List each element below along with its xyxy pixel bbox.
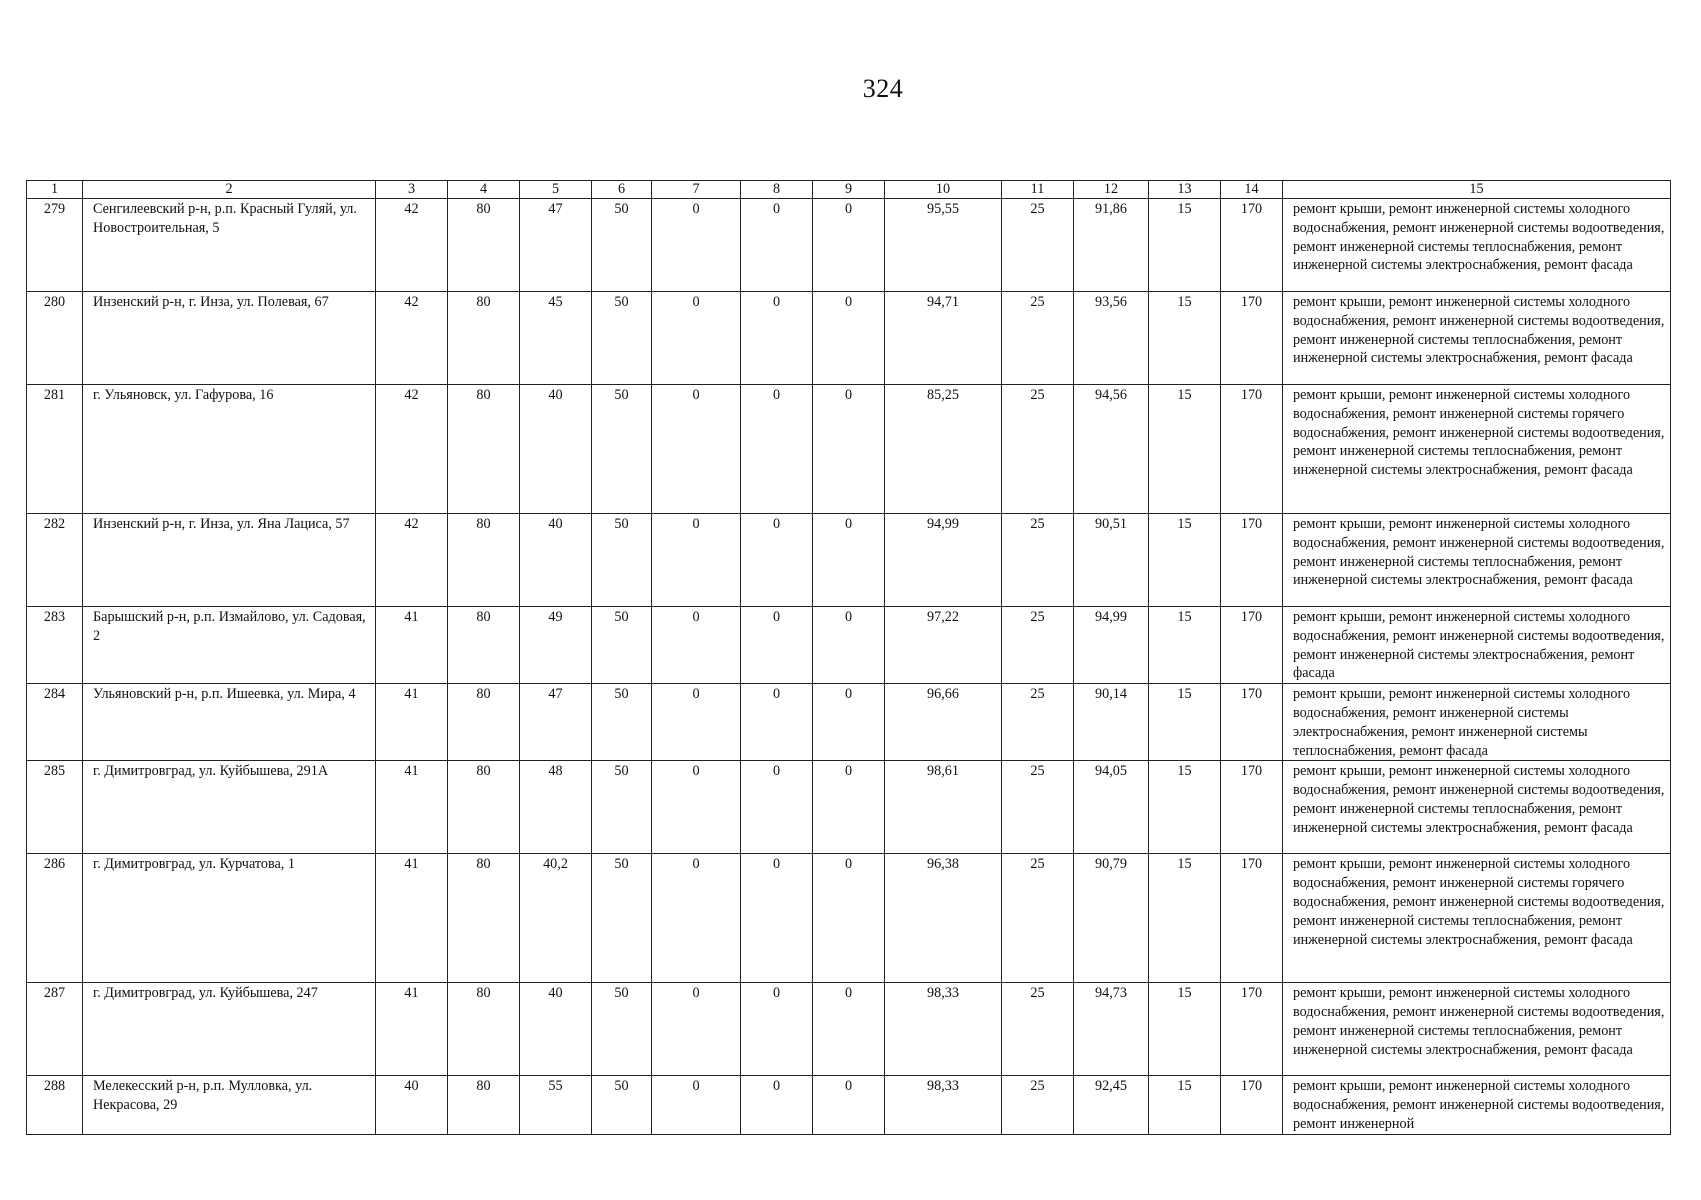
- works-cell: ремонт крыши, ремонт инженерной системы холодного водоснабжения, ремонт инженерной системы горячего водоснабжения, ремонт инженерной системы водоотведения, ремонт инженерной системы теплоснабжения, ремонт инженерной системы электроснабжения, ремонт фасада: [1283, 854, 1671, 983]
- value-cell: 40: [520, 514, 592, 607]
- value-cell: 170: [1221, 761, 1283, 854]
- value-cell: 48: [520, 761, 592, 854]
- value-cell: 80: [448, 854, 520, 983]
- table-row: [27, 854, 1671, 983]
- value-cell: 50: [592, 199, 652, 292]
- value-cell: 94,56: [1074, 385, 1149, 514]
- value-cell: 0: [741, 761, 813, 854]
- address-cell: г. Ульяновск, ул. Гафурова, 16: [83, 385, 376, 514]
- works-cell: ремонт крыши, ремонт инженерной системы холодного водоснабжения, ремонт инженерной системы водоотведения, ремонт инженерной системы теплоснабжения, ремонт инженерной системы электроснабжения, ремонт фасада: [1283, 199, 1671, 292]
- column-header-2: 2: [83, 181, 376, 199]
- value-cell: 0: [813, 684, 885, 761]
- value-cell: 0: [741, 684, 813, 761]
- column-header-10: 10: [885, 181, 1002, 199]
- value-cell: 50: [592, 292, 652, 385]
- value-cell: 0: [652, 761, 741, 854]
- value-cell: 42: [376, 199, 448, 292]
- value-cell: 80: [448, 684, 520, 761]
- data-table: [26, 180, 1671, 1135]
- value-cell: 0: [813, 199, 885, 292]
- address-cell: Ульяновский р-н, р.п. Ишеевка, ул. Мира, 4: [83, 684, 376, 761]
- value-cell: 80: [448, 607, 520, 684]
- value-cell: 15: [1149, 983, 1221, 1076]
- value-cell: 80: [448, 761, 520, 854]
- works-cell: ремонт крыши, ремонт инженерной системы холодного водоснабжения, ремонт инженерной системы водоотведения, ремонт инженерной системы теплоснабжения, ремонт инженерной системы электроснабжения, ремонт фасада: [1283, 292, 1671, 385]
- value-cell: 15: [1149, 292, 1221, 385]
- column-header-1: 1: [27, 181, 83, 199]
- row-number: 285: [27, 761, 83, 854]
- value-cell: 15: [1149, 1076, 1221, 1134]
- works-cell: ремонт крыши, ремонт инженерной системы холодного водоснабжения, ремонт инженерной системы водоотведения, ремонт инженерной системы теплоснабжения, ремонт инженерной системы электроснабжения, ремонт фасада: [1283, 761, 1671, 854]
- value-cell: 0: [652, 292, 741, 385]
- table-row: [27, 292, 1671, 385]
- value-cell: 0: [813, 607, 885, 684]
- value-cell: 15: [1149, 761, 1221, 854]
- value-cell: 0: [652, 1076, 741, 1134]
- value-cell: 0: [813, 514, 885, 607]
- value-cell: 50: [592, 761, 652, 854]
- works-cell: ремонт крыши, ремонт инженерной системы холодного водоснабжения, ремонт инженерной системы водоотведения, ремонт инженерной системы теплоснабжения, ремонт инженерной системы электроснабжения, ремонт фасада: [1283, 983, 1671, 1076]
- value-cell: 170: [1221, 1076, 1283, 1134]
- value-cell: 170: [1221, 292, 1283, 385]
- value-cell: 45: [520, 292, 592, 385]
- value-cell: 50: [592, 514, 652, 607]
- value-cell: 15: [1149, 385, 1221, 514]
- value-cell: 0: [813, 983, 885, 1076]
- value-cell: 94,99: [1074, 607, 1149, 684]
- value-cell: 0: [652, 607, 741, 684]
- value-cell: 98,61: [885, 761, 1002, 854]
- value-cell: 40: [376, 1076, 448, 1134]
- column-header-14: 14: [1221, 181, 1283, 199]
- table-row: [27, 607, 1671, 684]
- page-number: 324: [862, 74, 904, 103]
- value-cell: 170: [1221, 983, 1283, 1076]
- column-header-13: 13: [1149, 181, 1221, 199]
- value-cell: 40: [520, 385, 592, 514]
- address-cell: Барышский р-н, р.п. Измайлово, ул. Садовая, 2: [83, 607, 376, 684]
- row-number: 288: [27, 1076, 83, 1134]
- value-cell: 85,25: [885, 385, 1002, 514]
- value-cell: 42: [376, 514, 448, 607]
- address-cell: г. Димитровград, ул. Куйбышева, 247: [83, 983, 376, 1076]
- address-cell: г. Димитровград, ул. Курчатова, 1: [83, 854, 376, 983]
- value-cell: 15: [1149, 684, 1221, 761]
- column-header-7: 7: [652, 181, 741, 199]
- value-cell: 49: [520, 607, 592, 684]
- value-cell: 0: [741, 854, 813, 983]
- value-cell: 170: [1221, 684, 1283, 761]
- address-cell: Инзенский р-н, г. Инза, ул. Яна Лациса, 57: [83, 514, 376, 607]
- value-cell: 93,56: [1074, 292, 1149, 385]
- column-header-8: 8: [741, 181, 813, 199]
- value-cell: 50: [592, 983, 652, 1076]
- column-header-5: 5: [520, 181, 592, 199]
- header-row: [27, 181, 1671, 199]
- value-cell: 50: [592, 684, 652, 761]
- value-cell: 80: [448, 983, 520, 1076]
- value-cell: 0: [741, 199, 813, 292]
- value-cell: 0: [741, 514, 813, 607]
- value-cell: 25: [1002, 761, 1074, 854]
- value-cell: 40,2: [520, 854, 592, 983]
- table-row: [27, 199, 1671, 292]
- value-cell: 94,71: [885, 292, 1002, 385]
- table-body: [27, 199, 1671, 1135]
- value-cell: 41: [376, 983, 448, 1076]
- value-cell: 0: [813, 292, 885, 385]
- value-cell: 47: [520, 684, 592, 761]
- value-cell: 41: [376, 761, 448, 854]
- value-cell: 80: [448, 385, 520, 514]
- value-cell: 97,22: [885, 607, 1002, 684]
- value-cell: 25: [1002, 983, 1074, 1076]
- value-cell: 0: [813, 1076, 885, 1134]
- value-cell: 0: [652, 854, 741, 983]
- table-row: [27, 514, 1671, 607]
- value-cell: 25: [1002, 1076, 1074, 1134]
- value-cell: 15: [1149, 199, 1221, 292]
- value-cell: 0: [813, 385, 885, 514]
- row-number: 279: [27, 199, 83, 292]
- value-cell: 0: [652, 684, 741, 761]
- value-cell: 42: [376, 385, 448, 514]
- row-number: 283: [27, 607, 83, 684]
- value-cell: 25: [1002, 514, 1074, 607]
- works-cell: ремонт крыши, ремонт инженерной системы холодного водоснабжения, ремонт инженерной системы электроснабжения, ремонт инженерной системы теплоснабжения, ремонт фасада: [1283, 684, 1671, 761]
- value-cell: 15: [1149, 854, 1221, 983]
- row-number: 284: [27, 684, 83, 761]
- value-cell: 98,33: [885, 1076, 1002, 1134]
- column-header-12: 12: [1074, 181, 1149, 199]
- value-cell: 41: [376, 607, 448, 684]
- value-cell: 50: [592, 854, 652, 983]
- address-cell: Мелекесский р-н, р.п. Мулловка, ул. Некрасова, 29: [83, 1076, 376, 1134]
- value-cell: 25: [1002, 292, 1074, 385]
- value-cell: 50: [592, 607, 652, 684]
- value-cell: 0: [652, 385, 741, 514]
- value-cell: 80: [448, 292, 520, 385]
- value-cell: 170: [1221, 199, 1283, 292]
- column-header-11: 11: [1002, 181, 1074, 199]
- value-cell: 15: [1149, 607, 1221, 684]
- value-cell: 0: [741, 983, 813, 1076]
- column-header-15: 15: [1283, 181, 1671, 199]
- value-cell: 94,99: [885, 514, 1002, 607]
- value-cell: 0: [741, 607, 813, 684]
- value-cell: 170: [1221, 514, 1283, 607]
- value-cell: 170: [1221, 385, 1283, 514]
- value-cell: 0: [741, 385, 813, 514]
- value-cell: 0: [652, 199, 741, 292]
- value-cell: 0: [741, 292, 813, 385]
- value-cell: 98,33: [885, 983, 1002, 1076]
- value-cell: 170: [1221, 607, 1283, 684]
- value-cell: 96,66: [885, 684, 1002, 761]
- value-cell: 170: [1221, 854, 1283, 983]
- value-cell: 80: [448, 199, 520, 292]
- row-number: 281: [27, 385, 83, 514]
- value-cell: 96,38: [885, 854, 1002, 983]
- value-cell: 0: [652, 983, 741, 1076]
- value-cell: 80: [448, 1076, 520, 1134]
- address-cell: Инзенский р-н, г. Инза, ул. Полевая, 67: [83, 292, 376, 385]
- value-cell: 41: [376, 854, 448, 983]
- value-cell: 92,45: [1074, 1076, 1149, 1134]
- value-cell: 25: [1002, 199, 1074, 292]
- row-number: 286: [27, 854, 83, 983]
- value-cell: 50: [592, 385, 652, 514]
- works-cell: ремонт крыши, ремонт инженерной системы холодного водоснабжения, ремонт инженерной системы горячего водоснабжения, ремонт инженерной системы водоотведения, ремонт инженерной системы теплоснабжения, ремонт инженерной системы электроснабжения, ремонт фасада: [1283, 385, 1671, 514]
- value-cell: 0: [813, 854, 885, 983]
- table-row: [27, 1076, 1671, 1134]
- column-header-6: 6: [592, 181, 652, 199]
- works-cell: ремонт крыши, ремонт инженерной системы холодного водоснабжения, ремонт инженерной системы водоотведения, ремонт инженерной: [1283, 1076, 1671, 1134]
- value-cell: 90,79: [1074, 854, 1149, 983]
- value-cell: 42: [376, 292, 448, 385]
- column-header-3: 3: [376, 181, 448, 199]
- works-cell: ремонт крыши, ремонт инженерной системы холодного водоснабжения, ремонт инженерной системы водоотведения, ремонт инженерной системы электроснабжения, ремонт фасада: [1283, 607, 1671, 684]
- column-header-9: 9: [813, 181, 885, 199]
- value-cell: 90,14: [1074, 684, 1149, 761]
- table-row: [27, 983, 1671, 1076]
- value-cell: 0: [652, 514, 741, 607]
- value-cell: 80: [448, 514, 520, 607]
- value-cell: 0: [813, 761, 885, 854]
- table-header: [27, 181, 1671, 199]
- value-cell: 25: [1002, 385, 1074, 514]
- value-cell: 90,51: [1074, 514, 1149, 607]
- value-cell: 15: [1149, 514, 1221, 607]
- row-number: 280: [27, 292, 83, 385]
- value-cell: 55: [520, 1076, 592, 1134]
- value-cell: 25: [1002, 854, 1074, 983]
- value-cell: 50: [592, 1076, 652, 1134]
- address-cell: г. Димитровград, ул. Куйбышева, 291А: [83, 761, 376, 854]
- row-number: 282: [27, 514, 83, 607]
- value-cell: 91,86: [1074, 199, 1149, 292]
- row-number: 287: [27, 983, 83, 1076]
- value-cell: 25: [1002, 607, 1074, 684]
- works-cell: ремонт крыши, ремонт инженерной системы холодного водоснабжения, ремонт инженерной системы водоотведения, ремонт инженерной системы теплоснабжения, ремонт инженерной системы электроснабжения, ремонт фасада: [1283, 514, 1671, 607]
- table-row: [27, 385, 1671, 514]
- value-cell: 25: [1002, 684, 1074, 761]
- value-cell: 94,73: [1074, 983, 1149, 1076]
- table-row: [27, 761, 1671, 854]
- value-cell: 95,55: [885, 199, 1002, 292]
- column-header-4: 4: [448, 181, 520, 199]
- value-cell: 47: [520, 199, 592, 292]
- address-cell: Сенгилеевский р-н, р.п. Красный Гуляй, ул. Новостроительная, 5: [83, 199, 376, 292]
- value-cell: 41: [376, 684, 448, 761]
- value-cell: 0: [741, 1076, 813, 1134]
- table-row: [27, 684, 1671, 761]
- value-cell: 40: [520, 983, 592, 1076]
- value-cell: 94,05: [1074, 761, 1149, 854]
